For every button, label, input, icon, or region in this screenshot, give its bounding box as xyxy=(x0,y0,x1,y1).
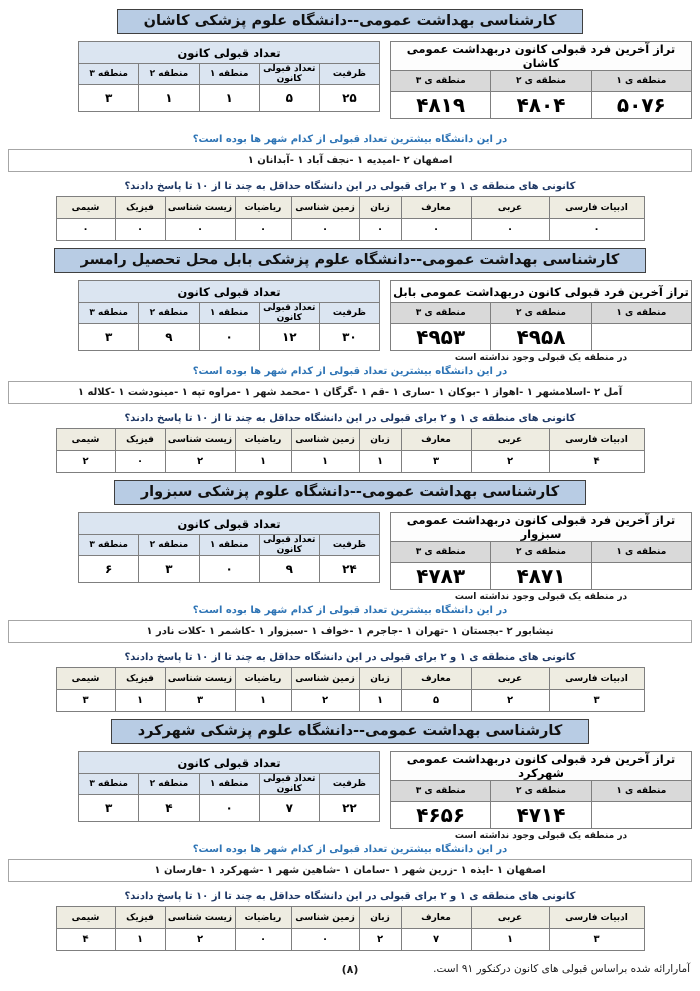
subject-value: ۰ xyxy=(291,929,359,951)
score-col-header: منطقه ی ۲ xyxy=(491,781,591,802)
count-table-header xyxy=(79,303,380,324)
subject-value: ۰ xyxy=(115,219,165,241)
subject-value: ۰ xyxy=(471,219,549,241)
score-value: ۴۸۰۴ xyxy=(491,92,591,119)
subject-value: ۲ xyxy=(291,690,359,712)
score-value: ۵۰۷۶ xyxy=(591,92,691,119)
subject-value: ۴ xyxy=(56,929,115,951)
subject-question: کانونی های منطقه ی ۱ و ۲ برای قبولی در این دانشگاه حداقل به چند تا از ۱۰ تا پاسخ دادند؟ xyxy=(124,181,576,192)
count-table-values xyxy=(79,556,380,583)
subject-value: ۵ xyxy=(401,690,471,712)
score-table-wrap xyxy=(390,41,692,132)
count-value: ۶ xyxy=(79,556,139,583)
subject-col-header: عربی xyxy=(471,429,549,451)
city-question: در این دانشگاه بیشترین تعداد قبولی از کدام شهر ها بوده است؟ xyxy=(192,366,508,377)
subject-col-header: فیزیک xyxy=(115,429,165,451)
score-col-header: منطقه ی ۲ xyxy=(491,71,591,92)
subject-col-header: ادبیات فارسی xyxy=(549,668,644,690)
subject-col-header: معارف xyxy=(401,429,471,451)
count-value: ۹ xyxy=(259,556,319,583)
score-table-wrap xyxy=(390,512,692,603)
count-value: ۰ xyxy=(199,795,259,822)
subject-col-header: زیست شناسی xyxy=(165,907,235,929)
subject-col-header: ریاضیات xyxy=(235,429,291,451)
subject-col-header: زیست شناسی xyxy=(165,429,235,451)
count-col-header: منطقه ۲ xyxy=(139,64,199,85)
subject-value: ۱ xyxy=(471,929,549,951)
score-table-header xyxy=(391,781,692,802)
score-col-header: منطقه ی ۳ xyxy=(391,781,491,802)
score-table-title: تراز آخرین فرد قبولی کانون دربهداشت عمومی شهرکرد xyxy=(391,752,692,781)
score-table xyxy=(390,280,692,351)
section-kashan xyxy=(0,2,700,241)
tables-row xyxy=(0,751,700,842)
subject-table-values xyxy=(56,451,644,473)
subject-value: ۰ xyxy=(56,219,115,241)
count-table-header xyxy=(79,774,380,795)
count-table xyxy=(78,280,380,351)
count-value: ۴ xyxy=(139,795,199,822)
tables-row xyxy=(0,280,700,364)
count-value: ۹ xyxy=(139,324,199,351)
count-table xyxy=(78,512,380,583)
subject-col-header: ریاضیات xyxy=(235,197,291,219)
score-table-note: در منطقه یک قبولی وجود نداشته است xyxy=(454,592,628,602)
count-table xyxy=(78,41,380,112)
score-table-note: در منطقه یک قبولی وجود نداشته است xyxy=(454,831,628,841)
section-babol-ramsar xyxy=(0,241,700,473)
count-value: ۳۰ xyxy=(319,324,379,351)
subject-col-header: عربی xyxy=(471,197,549,219)
page-footer xyxy=(0,963,700,981)
subject-value: ۱ xyxy=(291,451,359,473)
count-col-header: منطقه ۱ xyxy=(199,774,259,795)
subject-col-header: فیزیک xyxy=(115,907,165,929)
section-title: کارشناسی بهداشت عمومی--دانشگاه علوم پزشکی کاشان xyxy=(117,9,584,34)
subject-table-values xyxy=(56,929,644,951)
score-table-header xyxy=(391,303,692,324)
count-col-header: منطقه ۳ xyxy=(79,303,139,324)
subject-col-header: فیزیک xyxy=(115,668,165,690)
score-value xyxy=(591,563,691,590)
score-value: ۴۷۸۳ xyxy=(391,563,491,590)
subject-value: ۰ xyxy=(235,219,291,241)
subject-value: ۲ xyxy=(359,929,401,951)
count-col-header: منطقه ۱ xyxy=(199,303,259,324)
count-table-wrap xyxy=(78,751,380,842)
subject-col-header: زیست شناسی xyxy=(165,197,235,219)
count-value: ۷ xyxy=(259,795,319,822)
count-col-header: منطقه ۲ xyxy=(139,303,199,324)
score-col-header: منطقه ی ۱ xyxy=(591,303,691,324)
tables-row xyxy=(0,512,700,603)
subject-value: ۰ xyxy=(401,219,471,241)
subject-col-header: عربی xyxy=(471,907,549,929)
score-table-wrap xyxy=(390,280,692,364)
count-col-header: منطقه ۱ xyxy=(199,64,259,85)
subject-value: ۳ xyxy=(165,690,235,712)
section-title: کارشناسی بهداشت عمومی--دانشگاه علوم پزشکی شهرکرد xyxy=(111,719,590,744)
subject-col-header: عربی xyxy=(471,668,549,690)
section-title-row xyxy=(0,248,700,273)
score-value xyxy=(591,802,691,829)
subject-col-header: زبان xyxy=(359,197,401,219)
subject-question: کانونی های منطقه ی ۱ و ۲ برای قبولی در این دانشگاه حداقل به چند تا از ۱۰ تا پاسخ دادند؟ xyxy=(124,413,576,424)
count-table-title: تعداد قبولی کانون xyxy=(79,281,380,303)
subject-value: ۳ xyxy=(549,929,644,951)
subject-col-header: شیمی xyxy=(56,429,115,451)
subject-value: ۰ xyxy=(235,929,291,951)
cities-answer-box: اصفهان ۲ -امیدیه ۱ -نجف آباد ۱ -آبدانان ۱ xyxy=(8,149,692,172)
subject-value: ۲ xyxy=(165,929,235,951)
subject-value: ۰ xyxy=(359,219,401,241)
section-title: کارشناسی بهداشت عمومی--دانشگاه علوم پزشکی سبزوار xyxy=(114,480,586,505)
score-table-title: تراز آخرین فرد قبولی کانون دربهداشت عمومی سبزوار xyxy=(391,513,692,542)
score-table-note xyxy=(390,119,692,132)
subject-value: ۲ xyxy=(56,451,115,473)
subject-value: ۳ xyxy=(56,690,115,712)
subject-value: ۳ xyxy=(401,451,471,473)
score-col-header: منطقه ی ۲ xyxy=(491,303,591,324)
count-table-header xyxy=(79,64,380,85)
subject-col-header: ادبیات فارسی xyxy=(549,429,644,451)
subject-value: ۱ xyxy=(235,690,291,712)
score-col-header: منطقه ی ۳ xyxy=(391,71,491,92)
subject-value: ۰ xyxy=(165,219,235,241)
count-value: ۱ xyxy=(199,85,259,112)
subject-question: کانونی های منطقه ی ۱ و ۲ برای قبولی در این دانشگاه حداقل به چند تا از ۱۰ تا پاسخ دادند؟ xyxy=(124,652,576,663)
score-value: ۴۶۵۶ xyxy=(391,802,491,829)
section-shahrekord xyxy=(0,712,700,951)
score-col-header: منطقه ی ۳ xyxy=(391,303,491,324)
count-table-wrap xyxy=(78,41,380,132)
count-col-header: ظرفیت xyxy=(319,64,379,85)
subject-table xyxy=(56,196,645,241)
score-value: ۴۹۵۳ xyxy=(391,324,491,351)
subject-table-header xyxy=(56,429,644,451)
score-value: ۴۸۷۱ xyxy=(491,563,591,590)
score-table xyxy=(390,41,692,119)
count-value: ۳ xyxy=(139,556,199,583)
cities-answer-box: نیشابور ۲ -بجستان ۱ -تهران ۱ -جاجرم ۱ -خواف ۱ -سبزوار ۱ -کاشمر ۱ -کلات نادر ۱ xyxy=(8,620,692,643)
subject-table-header xyxy=(56,907,644,929)
subject-table xyxy=(56,906,645,951)
count-col-header: تعداد قبولی کانون xyxy=(259,774,319,795)
count-value: ۱ xyxy=(139,85,199,112)
count-table-values xyxy=(79,324,380,351)
subject-col-header: ریاضیات xyxy=(235,668,291,690)
subject-col-header: شیمی xyxy=(56,197,115,219)
subject-col-header: زبان xyxy=(359,907,401,929)
score-table-title: تراز آخرین فرد قبولی کانون دربهداشت عمومی کاشان xyxy=(391,42,692,71)
subject-col-header: ادبیات فارسی xyxy=(549,907,644,929)
subject-value: ۱ xyxy=(359,690,401,712)
subject-col-header: زبان xyxy=(359,668,401,690)
score-value: ۴۸۱۹ xyxy=(391,92,491,119)
count-col-header: منطقه ۳ xyxy=(79,774,139,795)
count-value: ۰ xyxy=(199,556,259,583)
footer-note: آمارارائه شده براساس قبولی های کانون درکنکور ۹۱ است. xyxy=(433,963,690,975)
count-value: ۲۲ xyxy=(319,795,379,822)
subject-value: ۲ xyxy=(471,451,549,473)
subject-col-header: ادبیات فارسی xyxy=(549,197,644,219)
count-table-wrap xyxy=(78,512,380,603)
subject-col-header: زمین شناسی xyxy=(291,668,359,690)
count-col-header: منطقه ۳ xyxy=(79,64,139,85)
section-sabzevar xyxy=(0,473,700,712)
score-table-note: در منطقه یک قبولی وجود نداشته است xyxy=(454,353,628,363)
subject-table-header xyxy=(56,668,644,690)
subject-col-header: معارف xyxy=(401,668,471,690)
score-value: ۴۷۱۴ xyxy=(491,802,591,829)
subject-value: ۰ xyxy=(549,219,644,241)
count-col-header: منطقه ۲ xyxy=(139,535,199,556)
count-col-header: تعداد قبولی کانون xyxy=(259,535,319,556)
subject-table-values xyxy=(56,219,644,241)
cities-answer-box: اصفهان ۱ -ایذه ۱ -زرین شهر ۱ -سامان ۱ -شاهین شهر ۱ -شهرکرد ۱ -فارسان ۱ xyxy=(8,859,692,882)
score-col-header: منطقه ی ۳ xyxy=(391,542,491,563)
score-table-values xyxy=(391,802,692,829)
subject-value: ۱ xyxy=(235,451,291,473)
score-value xyxy=(591,324,691,351)
score-table xyxy=(390,751,692,829)
score-col-header: منطقه ی ۱ xyxy=(591,781,691,802)
subject-value: ۱ xyxy=(115,690,165,712)
count-table-title: تعداد قبولی کانون xyxy=(79,42,380,64)
subject-value: ۷ xyxy=(401,929,471,951)
subject-col-header: معارف xyxy=(401,197,471,219)
count-table-wrap xyxy=(78,280,380,364)
count-col-header: ظرفیت xyxy=(319,774,379,795)
section-title-row xyxy=(0,480,700,505)
subject-col-header: معارف xyxy=(401,907,471,929)
count-value: ۱۲ xyxy=(259,324,319,351)
subject-question: کانونی های منطقه ی ۱ و ۲ برای قبولی در این دانشگاه حداقل به چند تا از ۱۰ تا پاسخ دادند؟ xyxy=(124,891,576,902)
city-question: در این دانشگاه بیشترین تعداد قبولی از کدام شهر ها بوده است؟ xyxy=(192,134,508,145)
subject-col-header: شیمی xyxy=(56,668,115,690)
count-value: ۲۵ xyxy=(319,85,379,112)
subject-value: ۴ xyxy=(549,451,644,473)
count-col-header: تعداد قبولی کانون xyxy=(259,303,319,324)
subject-col-header: شیمی xyxy=(56,907,115,929)
subject-col-header: فیزیک xyxy=(115,197,165,219)
subject-value: ۲ xyxy=(471,690,549,712)
count-table-title: تعداد قبولی کانون xyxy=(79,752,380,774)
score-col-header: منطقه ی ۱ xyxy=(591,542,691,563)
section-title: کارشناسی بهداشت عمومی--دانشگاه علوم پزشکی بابل محل تحصیل رامسر xyxy=(54,248,647,273)
city-question: در این دانشگاه بیشترین تعداد قبولی از کدام شهر ها بوده است؟ xyxy=(192,844,508,855)
subject-value: ۰ xyxy=(291,219,359,241)
count-value: ۳ xyxy=(79,795,139,822)
subject-table xyxy=(56,667,645,712)
subject-col-header: زمین شناسی xyxy=(291,429,359,451)
count-table-header xyxy=(79,535,380,556)
count-value: ۲۴ xyxy=(319,556,379,583)
subject-col-header: زمین شناسی xyxy=(291,907,359,929)
count-value: ۳ xyxy=(79,85,139,112)
count-value: ۰ xyxy=(199,324,259,351)
score-table-values xyxy=(391,324,692,351)
subject-table-values xyxy=(56,690,644,712)
subject-col-header: ریاضیات xyxy=(235,907,291,929)
subject-value: ۱ xyxy=(359,451,401,473)
subject-table xyxy=(56,428,645,473)
count-col-header: ظرفیت xyxy=(319,303,379,324)
score-table-values xyxy=(391,563,692,590)
cities-answer-box: آمل ۲ -اسلامشهر ۱ -اهواز ۱ -بوکان ۱ -ساری ۱ -قم ۱ -گرگان ۱ -محمد شهر ۱ -مراوه تپه ۱ -مینودشت ۱ -کلاله ۱ xyxy=(8,381,692,404)
score-col-header: منطقه ی ۲ xyxy=(491,542,591,563)
subject-value: ۱ xyxy=(115,929,165,951)
score-table-header xyxy=(391,542,692,563)
count-table-title: تعداد قبولی کانون xyxy=(79,513,380,535)
subject-value: ۲ xyxy=(165,451,235,473)
score-table-values xyxy=(391,92,692,119)
subject-value: ۰ xyxy=(115,451,165,473)
score-table xyxy=(390,512,692,590)
count-value: ۵ xyxy=(259,85,319,112)
count-col-header: منطقه ۱ xyxy=(199,535,259,556)
subject-col-header: زمین شناسی xyxy=(291,197,359,219)
tables-row xyxy=(0,41,700,132)
subject-table-header xyxy=(56,197,644,219)
score-table-title: تراز آخرین فرد قبولی کانون دربهداشت عمومی بابل xyxy=(391,281,692,303)
score-value: ۴۹۵۸ xyxy=(491,324,591,351)
count-col-header: منطقه ۲ xyxy=(139,774,199,795)
score-table-wrap xyxy=(390,751,692,842)
count-col-header: تعداد قبولی کانون xyxy=(259,64,319,85)
subject-value: ۳ xyxy=(549,690,644,712)
count-value: ۳ xyxy=(79,324,139,351)
count-col-header: منطقه ۳ xyxy=(79,535,139,556)
count-table xyxy=(78,751,380,822)
section-title-row xyxy=(0,719,700,744)
subject-col-header: زبان xyxy=(359,429,401,451)
page-number: (۸) xyxy=(341,963,359,976)
subject-col-header: زیست شناسی xyxy=(165,668,235,690)
score-col-header: منطقه ی ۱ xyxy=(591,71,691,92)
score-table-header xyxy=(391,71,692,92)
city-question: در این دانشگاه بیشترین تعداد قبولی از کدام شهر ها بوده است؟ xyxy=(192,605,508,616)
count-table-values xyxy=(79,795,380,822)
section-title-row xyxy=(0,9,700,34)
count-table-values xyxy=(79,85,380,112)
count-col-header: ظرفیت xyxy=(319,535,379,556)
